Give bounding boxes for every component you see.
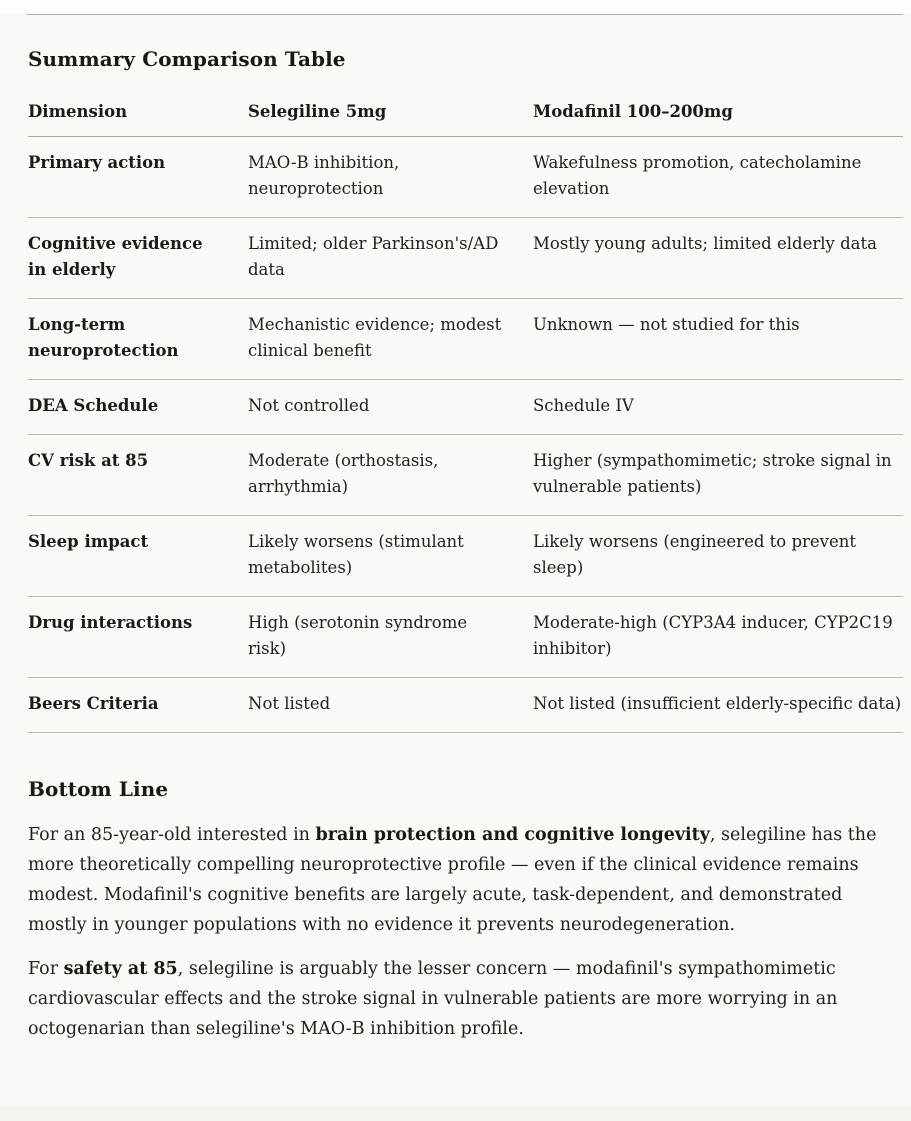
paragraph-text: For an 85-year-old interested in <box>28 825 316 845</box>
row-label: DEA Schedule <box>28 380 248 435</box>
row-label: Drug interactions <box>28 597 248 678</box>
row-label: Cognitive evidence in elderly <box>28 218 248 299</box>
column-header-dimension: Dimension <box>28 88 248 137</box>
modafinil-cell: Mostly young adults; limited elderly data <box>533 218 903 299</box>
document-content <box>0 45 911 1044</box>
selegiline-cell: Not listed <box>248 678 533 733</box>
table-header-row <box>28 88 903 137</box>
table-row <box>28 218 903 299</box>
modafinil-cell: Likely worsens (engineered to prevent sleep) <box>533 516 903 597</box>
modafinil-cell: Higher (sympathomimetic; stroke signal in vulnerable patients) <box>533 435 903 516</box>
column-header-modafinil: Modafinil 100–200mg <box>533 88 903 137</box>
column-header-selegiline: Selegiline 5mg <box>248 88 533 137</box>
selegiline-cell: MAO-B inhibition, neuroprotection <box>248 137 533 218</box>
bottom-line-heading: Bottom Line <box>28 777 169 801</box>
page-top-margin <box>0 0 911 14</box>
modafinil-cell: Schedule IV <box>533 380 903 435</box>
selegiline-cell: High (serotonin syndrome risk) <box>248 597 533 678</box>
comparison-table <box>28 88 903 733</box>
bottom-line-paragraph-2 <box>28 954 881 1044</box>
modafinil-cell: Wakefulness promotion, catecholamine elevation <box>533 137 903 218</box>
table-row <box>28 678 903 733</box>
modafinil-cell: Not listed (insufficient elderly-specific data) <box>533 678 903 733</box>
table-row <box>28 299 903 380</box>
row-label: CV risk at 85 <box>28 435 248 516</box>
selegiline-cell: Limited; older Parkinson's/AD data <box>248 218 533 299</box>
summary-table-heading: Summary Comparison Table <box>28 47 346 71</box>
paragraph-text: , selegiline has the more theoretically compelling neuroprotective profile — even if the clinical evidence remains modest. Modafinil's cognitive benefits are largely acute, task-dependent, and demonstrated mostly in younger populations with no evidence it prevents neurodegeneration. <box>28 825 877 935</box>
row-label: Beers Criteria <box>28 678 248 733</box>
section-divider <box>26 14 903 15</box>
selegiline-cell: Mechanistic evidence; modest clinical benefit <box>248 299 533 380</box>
row-label: Primary action <box>28 137 248 218</box>
table-row <box>28 516 903 597</box>
selegiline-cell: Not controlled <box>248 380 533 435</box>
bold-phrase: brain protection and cognitive longevity <box>315 825 710 845</box>
table-row <box>28 597 903 678</box>
table-row <box>28 380 903 435</box>
bold-phrase: safety at 85 <box>63 959 178 979</box>
bottom-line-paragraph-1 <box>28 820 881 940</box>
row-label: Sleep impact <box>28 516 248 597</box>
selegiline-cell: Likely worsens (stimulant metabolites) <box>248 516 533 597</box>
modafinil-cell: Unknown — not studied for this <box>533 299 903 380</box>
selegiline-cell: Moderate (orthostasis, arrhythmia) <box>248 435 533 516</box>
paragraph-text: , selegiline is arguably the lesser concern — modafinil's sympathomimetic cardiovascular effects and the stroke signal in vulnerable patients are more worrying in an octogenarian than selegiline's MAO-B inhibition profile. <box>28 959 838 1039</box>
paragraph-text: For <box>28 959 64 979</box>
row-label: Long-term neuroprotection <box>28 299 248 380</box>
page-bottom-margin <box>0 1105 911 1121</box>
modafinil-cell: Moderate-high (CYP3A4 inducer, CYP2C19 inhibitor) <box>533 597 903 678</box>
table-row <box>28 435 903 516</box>
table-row <box>28 137 903 218</box>
